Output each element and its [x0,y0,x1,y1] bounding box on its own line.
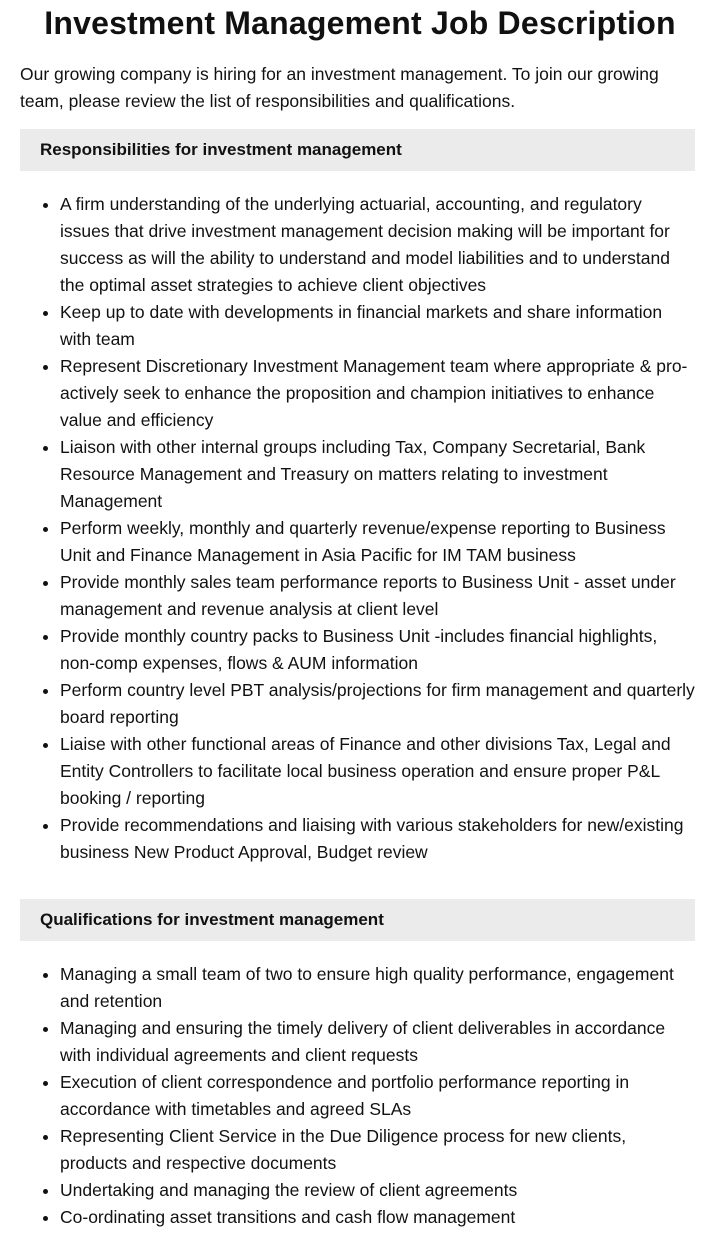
list-item: • Representing Client Service in the Due Diligence process for new clients, products and respective documents [60,1123,700,1177]
list-item: • Undertaking and managing the review of client agreements [60,1177,700,1204]
list-item: • Managing and ensuring the timely delivery of client deliverables in accordance with individual agreements and client requests [60,1015,700,1069]
qualifications-list [0,961,700,1231]
list-item: • A firm understanding of the underlying actuarial, accounting, and regulatory issues that drive investment management decision making will be important for success as will the ability to understand and model liabilities and to understand the optimal asset strategies to achieve client objectives [60,191,700,299]
page-title: Investment Management Job Description [44,5,676,41]
responsibilities-list [0,191,700,866]
list-item: • Perform country level PBT analysis/projections for firm management and quarterly board reporting [60,677,700,731]
list-item: • Co-ordinating asset transitions and cash flow management [60,1204,700,1231]
list-item: • Liaise with other functional areas of Finance and other divisions Tax, Legal and Entity Controllers to facilitate local business operation and ensure proper P&L booking / reporting [60,731,700,812]
list-item: • Liaison with other internal groups including Tax, Company Secretarial, Bank Resource Management and Treasury on matters relating to investment Management [60,434,700,515]
list-item: • Represent Discretionary Investment Management team where appropriate & pro-actively seek to enhance the proposition and champion initiatives to enhance value and efficiency [60,353,700,434]
responsibilities-heading: Responsibilities for investment management [20,129,695,171]
list-item: • Provide monthly sales team performance reports to Business Unit - asset under management and revenue analysis at client level [60,569,700,623]
list-item: • Execution of client correspondence and portfolio performance reporting in accordance with timetables and agreed SLAs [60,1069,700,1123]
list-item: • Keep up to date with developments in financial markets and share information with team [60,299,700,353]
qualifications-heading: Qualifications for investment management [20,899,695,941]
list-item: • Provide recommendations and liaising with various stakeholders for new/existing business New Product Approval, Budget review [60,812,700,866]
list-item: • Provide monthly country packs to Business Unit -includes financial highlights, non-comp expenses, flows & AUM information [60,623,700,677]
list-item: • Perform weekly, monthly and quarterly revenue/expense reporting to Business Unit and Finance Management in Asia Pacific for IM TAM business [60,515,700,569]
intro-paragraph: Our growing company is hiring for an investment management. To join our growing team, please review the list of responsibilities and qualifications. [20,64,659,111]
list-item: • Managing a small team of two to ensure high quality performance, engagement and retention [60,961,700,1015]
